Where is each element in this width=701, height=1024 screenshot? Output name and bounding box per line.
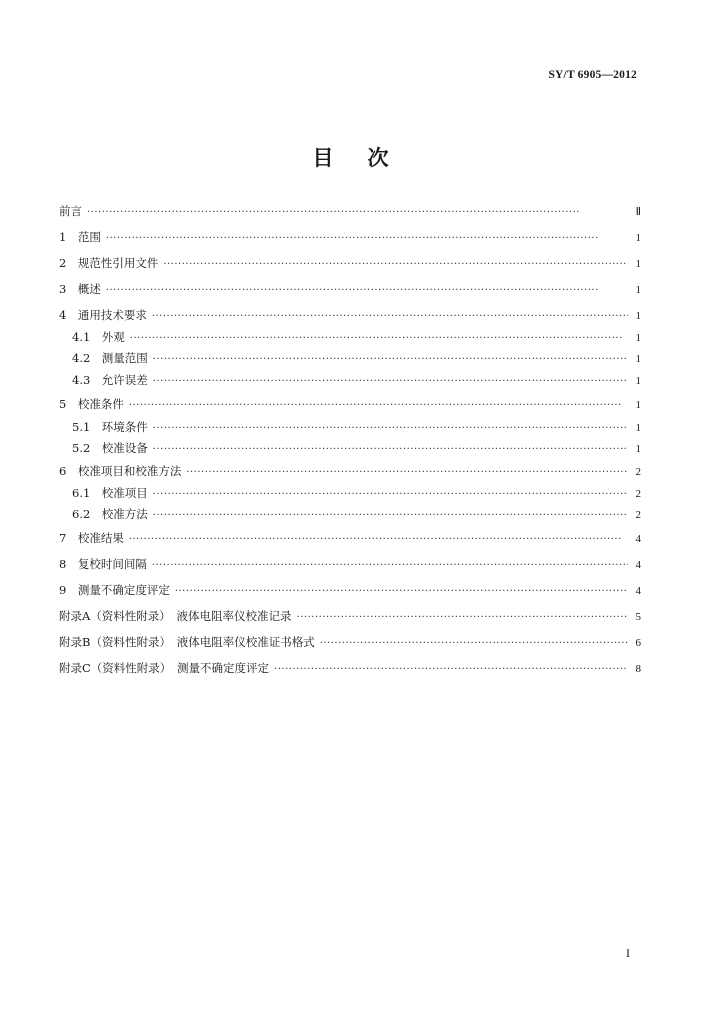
- toc-entry-appendix-b[interactable]: [59, 634, 641, 652]
- dot-leader: [87, 207, 628, 218]
- toc-label: 3 概述: [59, 282, 101, 296]
- toc-entry-9[interactable]: [59, 582, 641, 600]
- dot-leader: [106, 285, 628, 296]
- toc-label: 附录B（资料性附录） 液体电阻率仪校准证书格式: [59, 635, 315, 649]
- toc-entry-5-1[interactable]: [72, 419, 641, 437]
- toc-label: 6.1 校准项目: [72, 486, 148, 500]
- toc-label: 前言: [59, 204, 82, 218]
- toc-entry-appendix-a[interactable]: [59, 608, 641, 626]
- toc-page: 1: [635, 232, 641, 244]
- toc-label: 5.2 校准设备: [72, 441, 148, 455]
- toc-page: 1: [635, 310, 641, 322]
- toc-page: 1: [635, 258, 641, 270]
- toc-page: 1: [635, 443, 641, 455]
- toc-page: 4: [635, 585, 641, 597]
- toc-page: 2: [635, 466, 641, 478]
- toc-page: 1: [635, 332, 641, 344]
- dot-leader: [153, 376, 628, 387]
- dot-leader: [153, 489, 628, 500]
- dot-leader: [274, 664, 628, 675]
- standard-code: SY/T 6905—2012: [548, 69, 637, 81]
- toc-label: 4.1 外观: [72, 330, 125, 344]
- toc-entry-4[interactable]: [59, 307, 641, 325]
- toc-label: 7 校准结果: [59, 531, 124, 545]
- toc-page: 1: [635, 375, 641, 387]
- toc-label: 2 规范性引用文件: [59, 256, 159, 270]
- dot-leader: [153, 444, 628, 455]
- toc-page: 5: [635, 611, 641, 623]
- toc-label: 6.2 校准方法: [72, 507, 148, 521]
- toc-entry-8[interactable]: [59, 556, 641, 574]
- toc-entry-3[interactable]: [59, 281, 641, 299]
- page-number: I: [626, 946, 630, 960]
- toc-label: 9 测量不确定度评定: [59, 583, 170, 597]
- toc-entry-1[interactable]: [59, 229, 641, 247]
- dot-leader: [153, 354, 628, 365]
- toc-entry-2[interactable]: [59, 255, 641, 273]
- dot-leader: [320, 638, 628, 649]
- dot-leader: [129, 400, 628, 411]
- toc-entry-4-3[interactable]: [72, 372, 641, 390]
- toc-page: 2: [635, 509, 641, 521]
- dot-leader: [297, 612, 628, 623]
- toc-page: 1: [635, 353, 641, 365]
- toc-page: Ⅱ: [635, 206, 641, 218]
- dot-leader: [186, 467, 628, 478]
- toc-label: 附录A（资料性附录） 液体电阻率仪校准记录: [59, 609, 292, 623]
- toc-page: 2: [635, 488, 641, 500]
- toc-page: 8: [635, 663, 641, 675]
- toc-page: 4: [635, 559, 641, 571]
- toc-label: 4 通用技术要求: [59, 308, 147, 322]
- toc-entry-6-1[interactable]: [72, 485, 641, 503]
- toc-entry-7[interactable]: [59, 530, 641, 548]
- dot-leader: [106, 233, 628, 244]
- dot-leader: [153, 510, 628, 521]
- dot-leader: [152, 560, 628, 571]
- toc-entry-5[interactable]: [59, 396, 641, 414]
- dot-leader: [152, 311, 628, 322]
- toc-label: 附录C（资料性附录） 测量不确定度评定: [59, 661, 270, 675]
- toc-label: 5 校准条件: [59, 397, 124, 411]
- toc-entry-6-2[interactable]: [72, 506, 641, 524]
- toc-page: 1: [635, 422, 641, 434]
- toc-label: 6 校准项目和校准方法: [59, 464, 182, 478]
- toc-label: 4.3 允许误差: [72, 373, 148, 387]
- dot-leader: [175, 586, 628, 597]
- toc-entry-foreword[interactable]: [59, 203, 641, 221]
- dot-leader: [153, 423, 628, 434]
- toc-entry-4-1[interactable]: [72, 329, 641, 347]
- toc-entry-4-2[interactable]: [72, 350, 641, 368]
- toc-label: 4.2 测量范围: [72, 351, 148, 365]
- toc-page: 6: [635, 637, 641, 649]
- toc-label: 5.1 环境条件: [72, 420, 148, 434]
- toc-entry-appendix-c[interactable]: [59, 660, 641, 678]
- dot-leader: [163, 259, 628, 270]
- dot-leader: [130, 333, 628, 344]
- toc-page: 1: [635, 399, 641, 411]
- page-title: 目次: [312, 146, 423, 170]
- toc-entry-6[interactable]: [59, 463, 641, 481]
- toc-label: 1 范围: [59, 230, 101, 244]
- toc-label: 8 复校时间间隔: [59, 557, 147, 571]
- dot-leader: [129, 534, 628, 545]
- toc-page: 1: [635, 284, 641, 296]
- toc-page: 4: [635, 533, 641, 545]
- toc-entry-5-2[interactable]: [72, 440, 641, 458]
